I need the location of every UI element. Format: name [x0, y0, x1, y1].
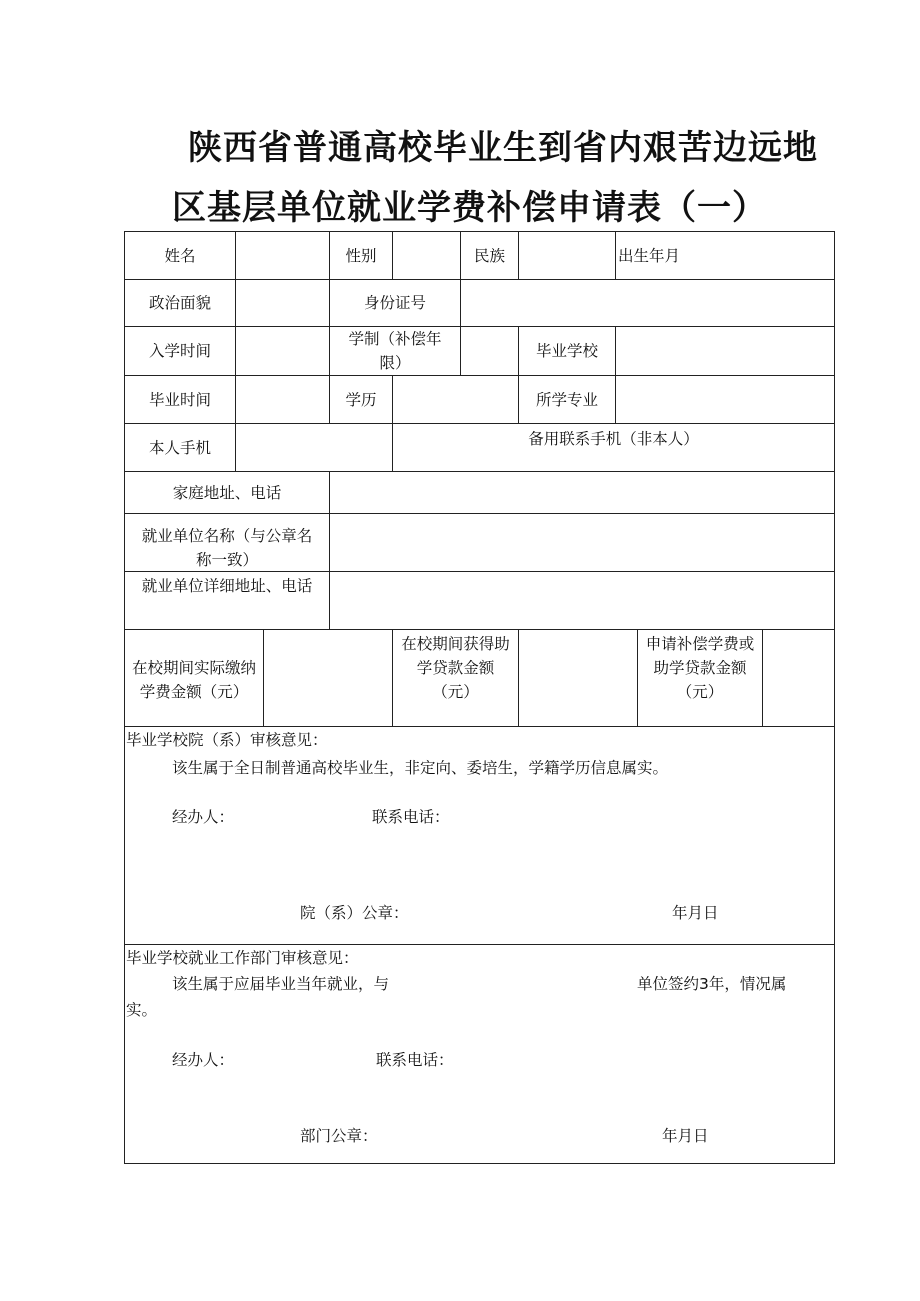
grad-school-field[interactable]: [616, 327, 834, 375]
ethnicity-field[interactable]: [519, 232, 615, 279]
col-line: [615, 231, 616, 279]
name-field[interactable]: [236, 232, 329, 279]
label-loan-line-3: （元）: [432, 683, 479, 701]
label-loan-line-1: 在校期间获得助: [401, 635, 510, 653]
employment-date-label: 年月日: [662, 1127, 709, 1145]
major-field[interactable]: [616, 376, 834, 423]
label-duration: [330, 327, 460, 375]
employment-statement-part-c: 实。: [126, 1001, 158, 1019]
id-number-field[interactable]: [461, 280, 834, 326]
birth-field[interactable]: [718, 232, 834, 279]
label-apply-line-2: 助学贷款金额: [653, 659, 747, 677]
label-employer-line-1: 就业单位名称（与公章名: [141, 527, 313, 545]
label-birth: 出生年月: [618, 246, 681, 265]
label-backup-mobile: 备用联系手机（非本人）: [528, 430, 699, 448]
label-name: 姓名: [164, 246, 196, 265]
employment-statement-part-a: 该生属于应届毕业当年就业，与: [172, 975, 390, 993]
dept-review-heading: 毕业学校院（系）审核意见：: [126, 731, 328, 749]
label-duration-line-2: 限）: [379, 354, 411, 372]
employment-seal-label: 部门公章：: [300, 1127, 378, 1145]
dept-review-statement: 该生属于全日制普通高校毕业生，非定向、委培生，学籍学历信息属实。: [172, 759, 669, 777]
label-tuition-line-1: 在校期间实际缴纳: [131, 659, 256, 677]
label-employer-address: 就业单位详细地址、电话: [141, 577, 313, 595]
label-grad-time: 毕业时间: [148, 390, 211, 409]
education-field[interactable]: [393, 376, 518, 423]
label-enroll-time: 入学时间: [148, 342, 211, 360]
employment-statement-part-b: 单位签约3年，情况属: [637, 975, 787, 993]
apply-field[interactable]: [763, 630, 834, 726]
form-title-line-2: 区基层单位就业学费补偿申请表（一）: [172, 188, 767, 228]
tuition-field[interactable]: [264, 630, 392, 726]
label-political: 政治面貌: [148, 294, 211, 312]
label-duration-line-1: 学制（补偿年: [348, 330, 442, 348]
dept-handler-label: 经办人：: [172, 808, 235, 826]
duration-field[interactable]: [461, 327, 518, 375]
backup-mobile-field[interactable]: [393, 424, 834, 471]
label-tuition-line-2: 学费金额（元）: [139, 683, 249, 701]
dept-phone-label: 联系电话：: [372, 808, 450, 826]
employment-review-heading: 毕业学校就业工作部门审核意见：: [126, 949, 359, 967]
gender-field[interactable]: [393, 232, 460, 279]
employer-address-field[interactable]: [330, 572, 834, 629]
label-gender: 性别: [345, 246, 377, 265]
label-id-number: 身份证号: [363, 294, 426, 312]
dept-date-label: 年月日: [672, 904, 719, 922]
label-education: 学历: [345, 390, 377, 409]
grad-time-field[interactable]: [236, 376, 329, 423]
label-grad-school: 毕业学校: [535, 342, 598, 360]
political-field[interactable]: [236, 280, 329, 326]
loan-field[interactable]: [519, 630, 637, 726]
home-address-field[interactable]: [330, 472, 834, 513]
label-home-address: 家庭地址、电话: [172, 483, 282, 502]
employment-handler-label: 经办人：: [172, 1051, 235, 1069]
row-line: [124, 629, 835, 630]
employment-phone-label: 联系电话：: [376, 1051, 454, 1069]
label-major: 所学专业: [535, 390, 598, 409]
label-apply: [638, 632, 762, 722]
table-border-bottom: [124, 1163, 835, 1164]
label-tuition: [125, 656, 263, 716]
label-mobile: 本人手机: [148, 438, 211, 457]
label-ethnicity: 民族: [473, 246, 505, 265]
employer-field[interactable]: [330, 514, 834, 571]
label-apply-line-3: （元）: [676, 683, 724, 701]
label-loan: [393, 632, 518, 722]
row-line: [124, 944, 835, 945]
enroll-time-field[interactable]: [236, 327, 329, 375]
mobile-field[interactable]: [236, 424, 392, 471]
label-loan-line-2: 学贷款金额: [416, 659, 495, 677]
dept-seal-label: 院（系）公章：: [300, 904, 409, 922]
table-border-right: [834, 231, 835, 1164]
row-line: [124, 726, 835, 727]
form-title-line-1: 陕西省普通高校毕业生到省内艰苦边远地: [188, 128, 818, 168]
label-apply-line-1: 申请补偿学费或: [645, 635, 755, 653]
label-employer-line-2: 称一致）: [195, 551, 258, 569]
label-employer: [125, 524, 329, 571]
